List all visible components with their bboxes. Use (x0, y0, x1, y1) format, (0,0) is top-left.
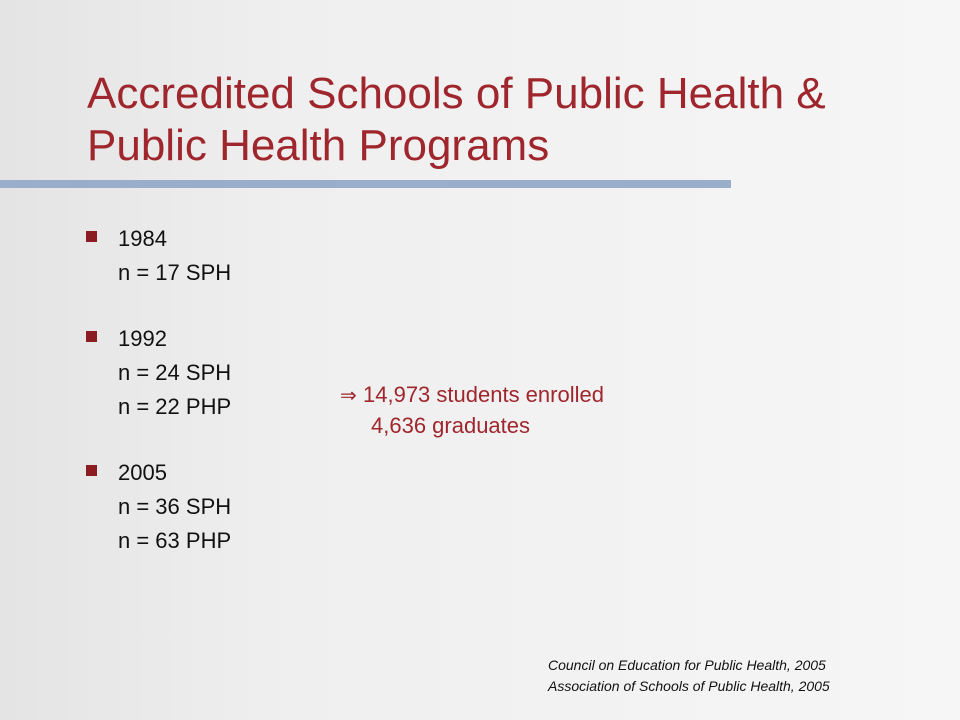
title-line-2: Public Health Programs (87, 121, 550, 170)
slide-title (87, 68, 907, 172)
enrollment-note-line-1 (340, 379, 604, 410)
enrollment-note (340, 379, 604, 441)
list-item-year: 1984 (118, 226, 167, 251)
list-item-detail: n = 63 PHP (118, 528, 232, 553)
list-item-1992 (86, 322, 231, 424)
spacer (86, 424, 231, 456)
title-line-1: Accredited Schools of Public Health & (87, 69, 826, 118)
bullet-list (86, 222, 231, 558)
list-item-year: 2005 (118, 460, 167, 485)
square-bullet-icon (86, 231, 97, 242)
list-item-2005 (86, 456, 231, 558)
students-enrolled-text: 14,973 students enrolled (363, 382, 604, 407)
spacer (86, 290, 231, 322)
double-right-arrow-icon: ⇒ (340, 385, 357, 407)
source-line-2: Association of Schools of Public Health, 2005 (548, 678, 830, 694)
list-item-detail: n = 36 SPH (118, 494, 232, 519)
graduates-text: 4,636 graduates (371, 413, 531, 438)
title-underline-rule (0, 180, 731, 188)
square-bullet-icon (86, 465, 97, 476)
source-line-1: Council on Education for Public Health, 2005 (548, 657, 826, 673)
list-item-year: 1992 (118, 326, 167, 351)
list-item-1984 (86, 222, 231, 290)
list-item-detail: n = 22 PHP (118, 394, 232, 419)
list-item-detail: n = 24 SPH (118, 360, 232, 385)
list-item-detail: n = 17 SPH (118, 260, 232, 285)
source-citation (548, 655, 830, 697)
square-bullet-icon (86, 331, 97, 342)
